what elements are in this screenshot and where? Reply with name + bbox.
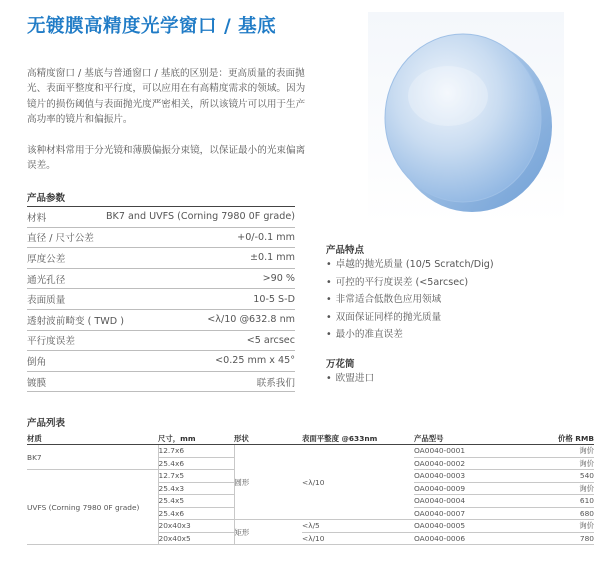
param-value: +0/-0.1 mm xyxy=(237,231,295,243)
price-cell: 询价 xyxy=(502,520,594,533)
param-row xyxy=(27,331,295,352)
price-cell: 540 xyxy=(502,470,594,483)
intro-paragraph: 该种材料常用于分光镜和薄膜偏振分束镜，以保证最小的光束偏离误差。 xyxy=(27,144,306,172)
model-cell: OA0040-0001 xyxy=(414,445,502,458)
param-value: BK7 and UVFS (Corning 7980 0F grade) xyxy=(105,211,295,223)
feature-item: • 可控的平行度误差 (<5arcsec) xyxy=(326,274,494,292)
model-cell: OA0040-0002 xyxy=(414,457,502,470)
param-row xyxy=(27,269,295,290)
price-cell: 询价 xyxy=(502,482,594,495)
column-header-model: 产品型号 xyxy=(414,432,502,445)
param-row xyxy=(27,372,295,393)
flatness-cell: <λ/5 xyxy=(302,520,414,533)
params-heading: 产品参数 xyxy=(27,193,66,204)
param-label: 表面质量 xyxy=(27,295,66,307)
feature-item: • 卓越的抛光质量 (10/5 Scratch/Dig) xyxy=(326,256,494,274)
column-header-flatness: 表面平整度 @633nm xyxy=(302,432,414,445)
param-value: >90 % xyxy=(262,273,295,285)
origin-item: • 欧盟进口 xyxy=(326,370,374,388)
column-header-material: 材质 xyxy=(27,432,158,445)
model-cell: OA0040-0007 xyxy=(414,507,502,520)
size-cell: 12.7x5 xyxy=(158,470,234,483)
size-cell: 20x40x3 xyxy=(158,520,234,533)
param-label: 通光孔径 xyxy=(27,274,66,286)
feature-item: • 双面保证同样的抛光质量 xyxy=(326,309,494,327)
shape-cell: 矩形 xyxy=(234,520,302,545)
optical-window-photo xyxy=(368,12,564,224)
param-value: 联系我们 xyxy=(256,377,295,389)
column-header-shape: 形状 xyxy=(234,432,302,445)
param-row xyxy=(27,351,295,372)
param-label: 倒角 xyxy=(27,356,47,368)
param-label: 直径 / 尺寸公差 xyxy=(27,233,94,245)
param-row xyxy=(27,207,295,228)
shape-cell: 圆形 xyxy=(234,445,302,520)
column-header-size: 尺寸，mm xyxy=(158,432,234,445)
param-label: 平行度误差 xyxy=(27,336,75,348)
size-cell: 25.4x6 xyxy=(158,507,234,520)
param-value: <λ/10 @632.8 nm xyxy=(207,314,295,326)
model-cell: OA0040-0006 xyxy=(414,532,502,545)
param-row xyxy=(27,248,295,269)
price-cell: 610 xyxy=(502,495,594,508)
price-cell: 680 xyxy=(502,507,594,520)
param-label: 材料 xyxy=(27,212,47,224)
features-heading: 产品特点 xyxy=(326,245,365,256)
param-row xyxy=(27,228,295,249)
product-list-heading: 产品列表 xyxy=(27,418,66,429)
material-cell: UVFS (Corning 7980 0F grade) xyxy=(27,470,158,545)
param-label: 透射波前畸变 ( TWD ) xyxy=(27,315,124,327)
param-label: 镀膜 xyxy=(27,377,47,389)
table-header-row xyxy=(27,432,594,445)
param-value: 10-5 S-D xyxy=(253,293,295,305)
features-list xyxy=(326,256,494,344)
param-row xyxy=(27,310,295,331)
param-value: ±0.1 mm xyxy=(249,252,295,264)
model-cell: OA0040-0004 xyxy=(414,495,502,508)
model-cell: OA0040-0003 xyxy=(414,470,502,483)
origin-list xyxy=(326,370,374,388)
size-cell: 25.4x5 xyxy=(158,495,234,508)
feature-item: • 最小的准直误差 xyxy=(326,326,494,344)
size-cell: 12.7x6 xyxy=(158,445,234,458)
price-cell: 询价 xyxy=(502,445,594,458)
intro-text xyxy=(27,66,307,188)
param-value: <5 arcsec xyxy=(246,334,295,346)
size-cell: 20x40x5 xyxy=(158,532,234,545)
intro-paragraph: 高精度窗口 / 基底与普通窗口 / 基底的区别是：更高质量的表面抛光、表面平整度和平行度，可以应用在有高精度需求的领域。因为镜片的损伤阈值与表面抛光度严密相关，所以该镜片可以用于生产高功率的镜片和偏振片。 xyxy=(27,68,306,126)
product-list-table xyxy=(27,432,594,545)
material-cell: BK7 xyxy=(27,445,158,470)
price-cell: 780 xyxy=(502,532,594,545)
column-header-price: 价格 RMB xyxy=(502,432,594,445)
feature-item: • 非常适合低散色应用领域 xyxy=(326,291,494,309)
table-row xyxy=(27,445,594,458)
size-cell: 25.4x3 xyxy=(158,482,234,495)
model-cell: OA0040-0005 xyxy=(414,520,502,533)
flatness-cell: <λ/10 xyxy=(302,445,414,520)
param-row xyxy=(27,289,295,310)
page-title: 无镀膜高精度光学窗口 / 基底 xyxy=(27,16,277,37)
flatness-cell: <λ/10 xyxy=(302,532,414,545)
price-cell: 询价 xyxy=(502,457,594,470)
origin-heading: 万花筒 xyxy=(326,359,355,370)
size-cell: 25.4x6 xyxy=(158,457,234,470)
params-table xyxy=(27,206,295,392)
param-label: 厚度公差 xyxy=(27,253,66,265)
param-value: <0.25 mm x 45° xyxy=(215,355,295,367)
model-cell: OA0040-0009 xyxy=(414,482,502,495)
